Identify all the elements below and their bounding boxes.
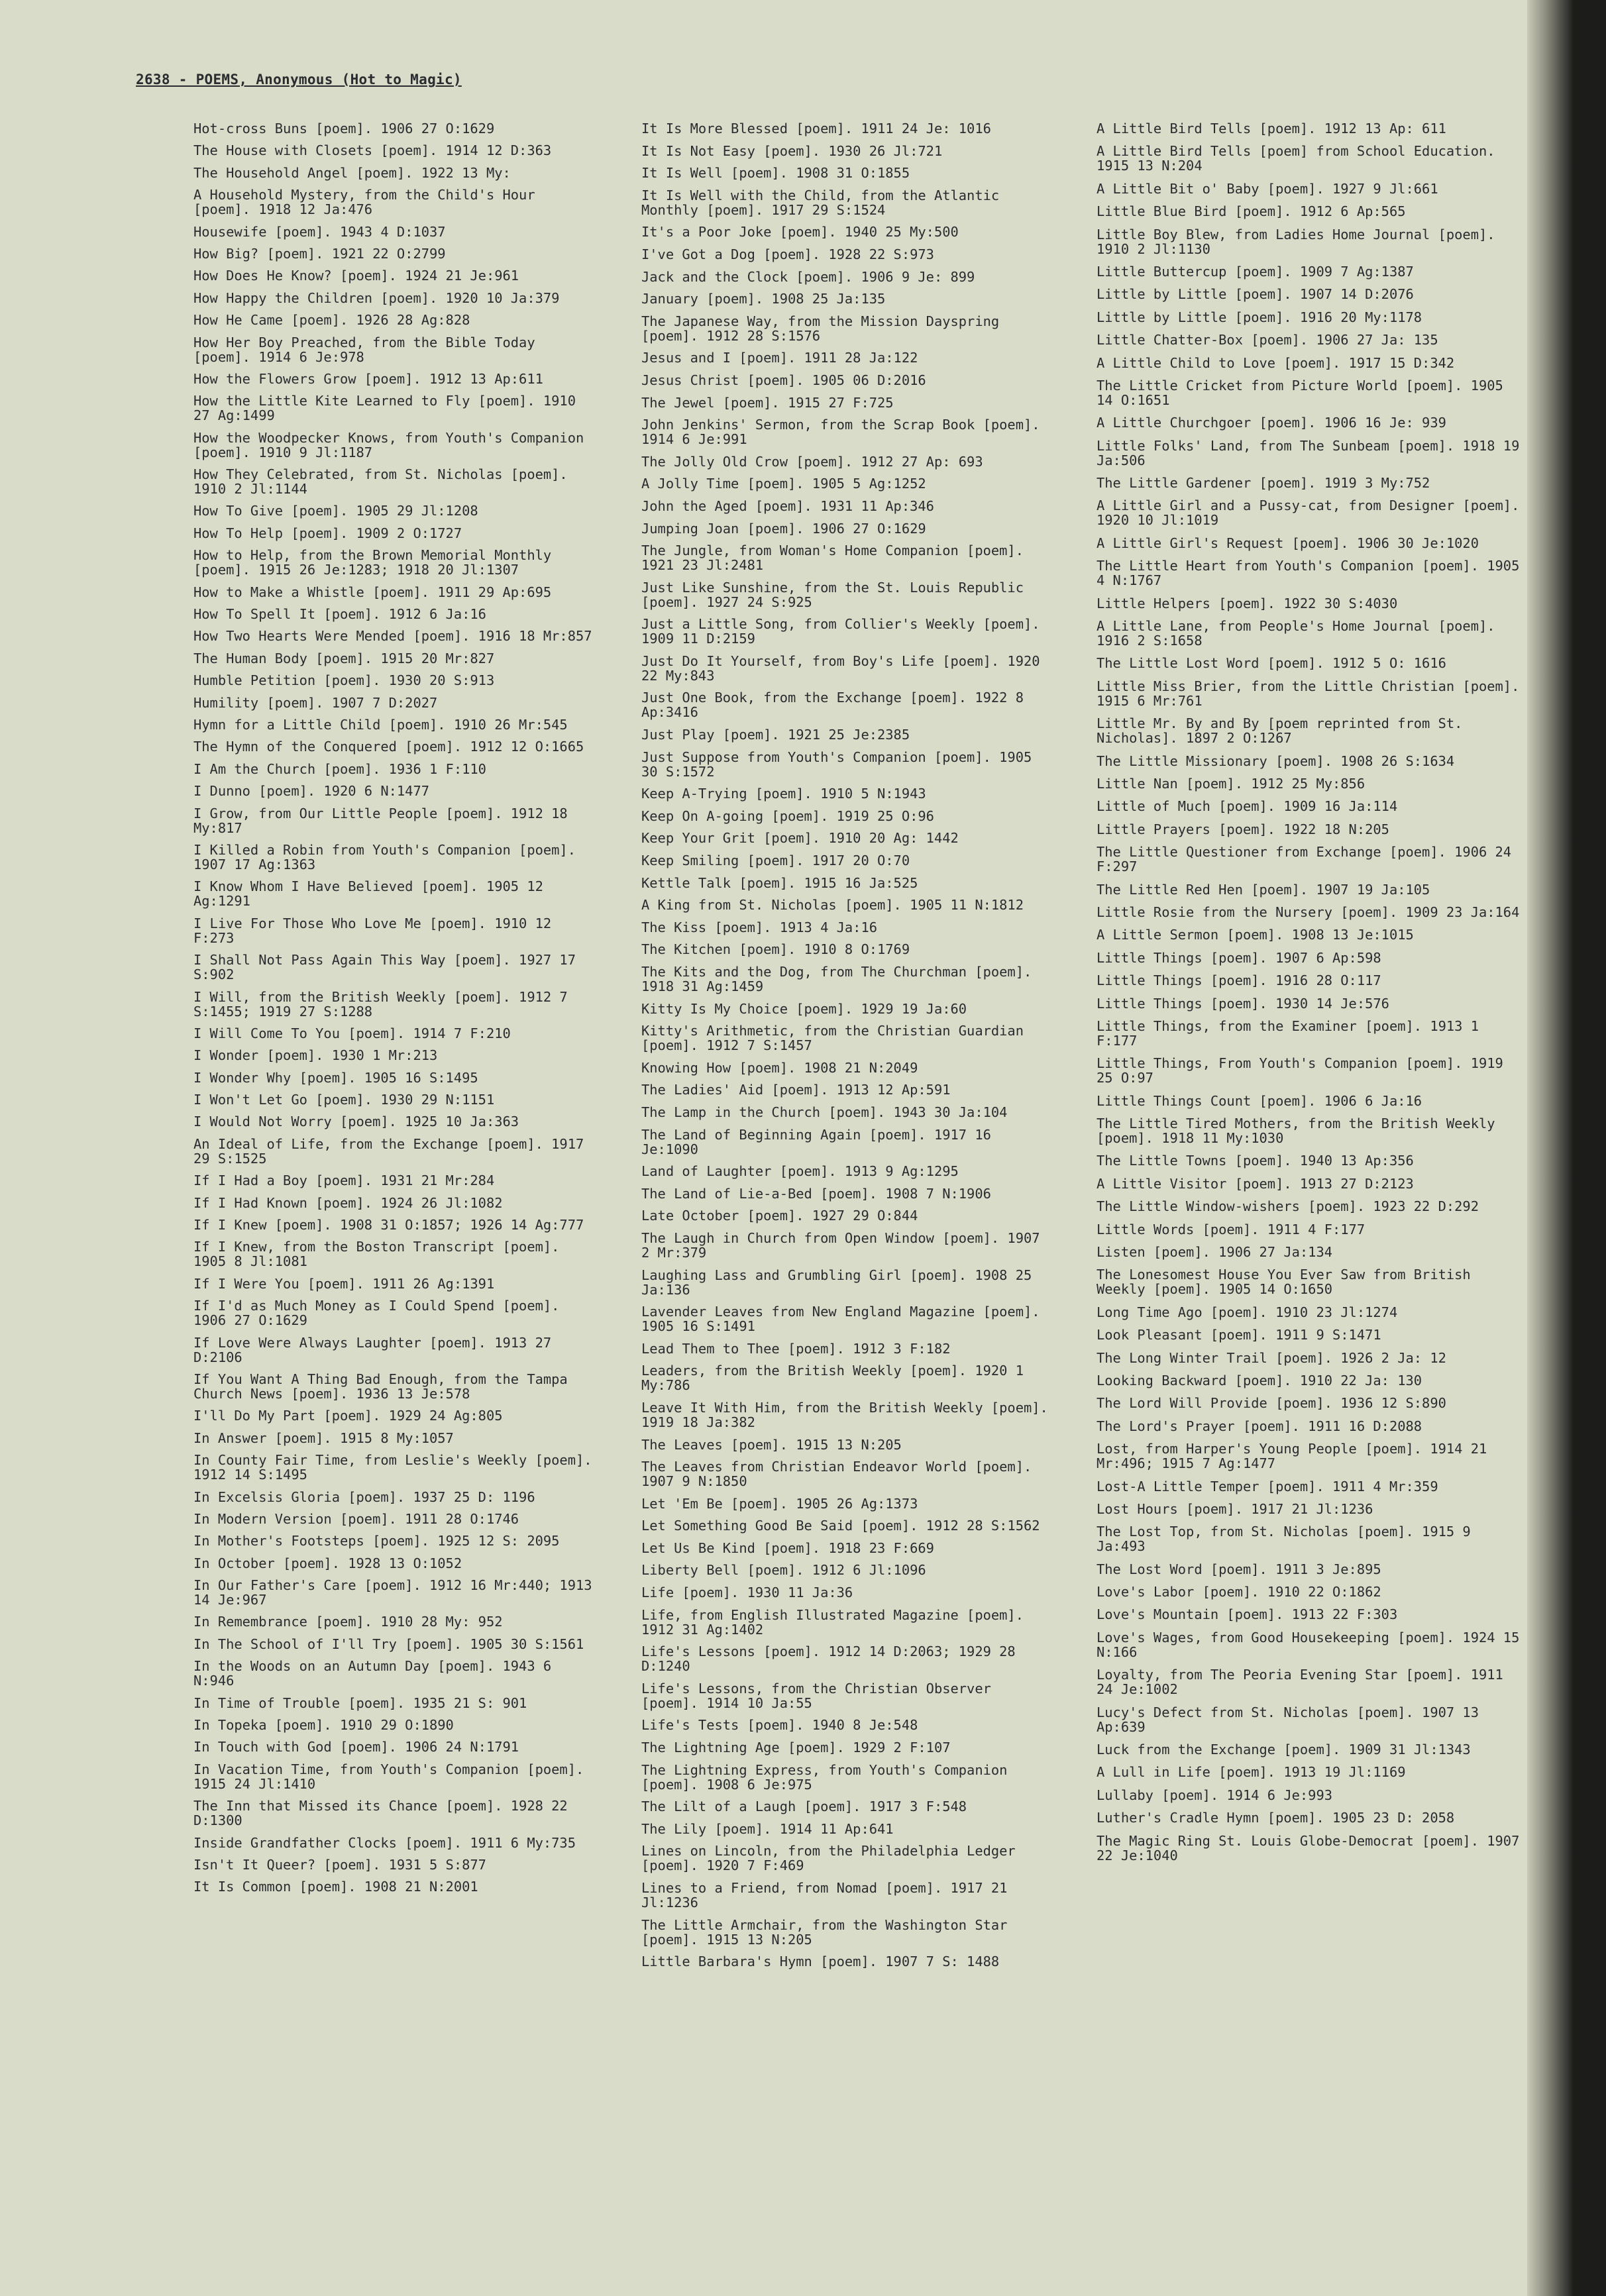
index-entry: Little Things Count [poem]. 1906 6 Ja:16 [1097, 1092, 1422, 1109]
index-entry: Lead Them to Thee [poem]. 1912 3 F:182 [641, 1340, 951, 1357]
index-entry: Lucy's Defect from St. Nicholas [poem]. 1907 13 Ap:639 [1097, 1704, 1479, 1735]
index-entry: Little Boy Blew, from Ladies Home Journal [poem]. 1910 2 Jl:1130 [1097, 226, 1495, 257]
index-entry: Luck from the Exchange [poem]. 1909 31 Jl:1343 [1097, 1742, 1471, 1758]
index-entry: An Ideal of Life, from the Exchange [poem]. 1917 29 S:1525 [193, 1135, 584, 1167]
index-entry: The Little Red Hen [poem]. 1907 19 Ja:105 [1097, 881, 1430, 898]
index-entry: The Hymn of the Conquered [poem]. 1912 12 O:1665 [193, 739, 584, 755]
index-entry: Little Folks' Land, from The Sunbeam [poem]. 1918 19 Ja:506 [1097, 437, 1520, 468]
index-entry: Let 'Em Be [poem]. 1905 26 Ag:1373 [641, 1495, 918, 1512]
index-entry: Little Chatter-Box [poem]. 1906 27 Ja: 135 [1097, 332, 1438, 348]
index-entry: Lines to a Friend, from Nomad [poem]. 1917 21 Jl:1236 [641, 1880, 1008, 1910]
index-entry: In County Fair Time, from Leslie's Weekly [poem]. 1912 14 S:1495 [193, 1452, 592, 1483]
index-entry: Looking Backward [poem]. 1910 22 Ja: 130 [1097, 1372, 1422, 1388]
index-entry: Life's Lessons, from the Christian Observer [poem]. 1914 10 Ja:55 [641, 1680, 991, 1711]
index-entry: Life's Tests [poem]. 1940 8 Je:548 [641, 1717, 918, 1734]
index-entry: In Modern Version [poem]. 1911 28 O:1746 [193, 1510, 519, 1527]
index-entry: How He Came [poem]. 1926 28 Ag:828 [193, 312, 470, 329]
index-entry: It Is Not Easy [poem]. 1930 26 Jl:721 [641, 142, 943, 159]
index-entry: How Does He Know? [poem]. 1924 21 Je:961 [193, 268, 519, 284]
index-entry: Little Barbara's Hymn [poem]. 1907 7 S: 1488 [641, 1954, 1000, 1970]
index-entry: I Grow, from Our Little People [poem]. 1912 18 My:817 [193, 805, 568, 836]
index-entry: The Little Lost Word [poem]. 1912 5 O: 1616 [1097, 655, 1446, 672]
index-entry: Life [poem]. 1930 11 Ja:36 [641, 1585, 853, 1601]
index-entry: Land of Laughter [poem]. 1913 9 Ag:1295 [641, 1163, 959, 1180]
index-entry: Little Things, from the Examiner [poem]. 1913 1 F:177 [1097, 1018, 1479, 1049]
index-entry: Just Like Sunshine, from the St. Louis Republic [poem]. 1927 24 S:925 [641, 579, 1024, 610]
index-entry: Late October [poem]. 1927 29 O:844 [641, 1208, 918, 1224]
index-entry: The Little Tired Mothers, from the British Weekly [poem]. 1918 11 My:1030 [1097, 1116, 1495, 1147]
index-entry: The Magic Ring St. Louis Globe-Democrat [poem]. 1907 22 Je:1040 [1097, 1832, 1520, 1863]
index-entry: The Little Cricket from Picture World [poem]. 1905 14 O:1651 [1097, 377, 1503, 408]
index-column-2 [641, 121, 1052, 1977]
index-entry: The Little Heart from Youth's Companion [poem]. 1905 4 N:1767 [1097, 558, 1520, 589]
index-entry: John the Aged [poem]. 1931 11 Ap:346 [641, 497, 934, 514]
index-entry: Keep Your Grit [poem]. 1910 20 Ag: 1442 [641, 830, 959, 847]
index-entry: The Ladies' Aid [poem]. 1913 12 Ap:591 [641, 1082, 951, 1098]
index-entry: Love's Labor [poem]. 1910 22 O:1862 [1097, 1584, 1381, 1600]
index-entry: How To Spell It [poem]. 1912 6 Ja:16 [193, 606, 486, 623]
index-entry: Just Suppose from Youth's Companion [poem]. 1905 30 S:1572 [641, 749, 1032, 780]
index-entry: Hot-cross Buns [poem]. 1906 27 O:1629 [193, 121, 495, 136]
index-entry: In Mother's Footsteps [poem]. 1925 12 S: 2095 [193, 1533, 560, 1549]
index-entry: Keep A-Trying [poem]. 1910 5 N:1943 [641, 786, 926, 802]
index-entry: Liberty Bell [poem]. 1912 6 Jl:1096 [641, 1562, 926, 1579]
index-entry: Lines on Lincoln, from the Philadelphia Ledger [poem]. 1920 7 F:469 [641, 1843, 1016, 1874]
index-entry: Loyalty, from The Peoria Evening Star [poem]. 1911 24 Je:1002 [1097, 1667, 1503, 1698]
index-entry: Jack and the Clock [poem]. 1906 9 Je: 899 [641, 268, 975, 285]
index-entry: In Time of Trouble [poem]. 1935 21 S: 901 [193, 1695, 527, 1711]
index-entry: Just Play [poem]. 1921 25 Je:2385 [641, 727, 910, 743]
index-entry: The Leaves [poem]. 1915 13 N:205 [641, 1436, 902, 1453]
index-entry: In The School of I'll Try [poem]. 1905 30 S:1561 [193, 1636, 584, 1652]
index-entry: I Will Come To You [poem]. 1914 7 F:210 [193, 1025, 511, 1041]
index-entry: John Jenkins' Sermon, from the Scrap Book [poem]. 1914 6 Je:991 [641, 417, 1040, 448]
index-entry: I'll Do My Part [poem]. 1929 24 Ag:805 [193, 1408, 503, 1424]
index-entry: A Little Churchgoer [poem]. 1906 16 Je: 939 [1097, 415, 1446, 431]
index-entry: A Little Lane, from People's Home Journal [poem]. 1916 2 S:1658 [1097, 618, 1495, 649]
index-entry: In Our Father's Care [poem]. 1912 16 Mr:440; 1913 14 Je:967 [193, 1577, 592, 1608]
index-entry: Humble Petition [poem]. 1930 20 S:913 [193, 672, 495, 689]
index-entry: If I'd as Much Money as I Could Spend [poem]. 1906 27 O:1629 [193, 1298, 560, 1329]
index-entry: In Remembrance [poem]. 1910 28 My: 952 [193, 1614, 503, 1630]
index-entry: Kitty Is My Choice [poem]. 1929 19 Ja:60 [641, 1000, 967, 1017]
index-entry: It Is Common [poem]. 1908 21 N:2001 [193, 1879, 478, 1895]
index-entry: The Lily [poem]. 1914 11 Ap:641 [641, 1820, 894, 1837]
index-entry: January [poem]. 1908 25 Ja:135 [641, 291, 886, 307]
index-entry: The Little Gardener [poem]. 1919 3 My:752 [1097, 475, 1430, 492]
index-entry: Little of Much [poem]. 1909 16 Ja:114 [1097, 798, 1398, 815]
index-entry: In Vacation Time, from Youth's Companion [poem]. 1915 24 Jl:1410 [193, 1761, 584, 1792]
index-entry: The Human Body [poem]. 1915 20 Mr:827 [193, 650, 495, 666]
index-entry: A Little Bit o' Baby [poem]. 1927 9 Jl:661 [1097, 180, 1438, 197]
index-entry: Jesus Christ [poem]. 1905 06 D:2016 [641, 372, 926, 388]
index-entry: In the Woods on an Autumn Day [poem]. 1943 6 N:946 [193, 1658, 552, 1689]
index-entry: I Would Not Worry [poem]. 1925 10 Ja:363 [193, 1114, 519, 1130]
index-entry: Let Us Be Kind [poem]. 1918 23 F:669 [641, 1539, 934, 1556]
index-entry: I Wonder [poem]. 1930 1 Mr:213 [193, 1047, 438, 1064]
index-entry: A King from St. Nicholas [poem]. 1905 11 N:1812 [641, 897, 1024, 913]
index-entry: Knowing How [poem]. 1908 21 N:2049 [641, 1059, 918, 1076]
index-entry: The Land of Lie-a-Bed [poem]. 1908 7 N:1906 [641, 1185, 991, 1202]
index-entry: A Little Visitor [poem]. 1913 27 D:2123 [1097, 1175, 1414, 1192]
index-entry: Love's Mountain [poem]. 1913 22 F:303 [1097, 1606, 1398, 1623]
index-entry: A Household Mystery, from the Child's Hour [poem]. 1918 12 Ja:476 [193, 187, 535, 218]
index-entry: Little Prayers [poem]. 1922 18 N:205 [1097, 821, 1389, 837]
index-entry: A Lull in Life [poem]. 1913 19 Jl:1169 [1097, 1764, 1406, 1781]
index-entry: The Lost Top, from St. Nicholas [poem]. 1915 9 Ja:493 [1097, 1524, 1471, 1555]
index-entry: The Inn that Missed its Chance [poem]. 1928 22 D:1300 [193, 1798, 568, 1829]
book-binding-edge [1527, 0, 1574, 2296]
index-entry: How to Make a Whistle [poem]. 1911 29 Ap:695 [193, 584, 552, 600]
index-entry: Little Things [poem]. 1916 28 O:117 [1097, 972, 1381, 989]
index-entry: In Answer [poem]. 1915 8 My:1057 [193, 1430, 454, 1446]
index-entry: Let Something Good Be Said [poem]. 1912 28 S:1562 [641, 1518, 1040, 1534]
index-entry: Little Rosie from the Nursery [poem]. 1909 23 Ja:164 [1097, 904, 1520, 920]
index-entry: Jumping Joan [poem]. 1906 27 O:1629 [641, 520, 926, 537]
index-entry: The Lightning Express, from Youth's Companion [poem]. 1908 6 Je:975 [641, 1761, 1008, 1793]
index-entry: If You Want A Thing Bad Enough, from the Tampa Church News [poem]. 1936 13 Je:578 [193, 1371, 568, 1402]
index-entry: Lullaby [poem]. 1914 6 Je:993 [1097, 1787, 1333, 1803]
index-entry: Just One Book, from the Exchange [poem]. 1922 8 Ap:3416 [641, 690, 1024, 721]
index-entry: I've Got a Dog [poem]. 1928 22 S:973 [641, 246, 934, 262]
index-entry: A Little Bird Tells [poem]. 1912 13 Ap: 611 [1097, 121, 1446, 136]
index-entry: The Kits and the Dog, from The Churchman [poem]. 1918 31 Ag:1459 [641, 964, 1032, 994]
index-entry: Life, from English Illustrated Magazine [poem]. 1912 31 Ag:1402 [641, 1606, 1024, 1638]
index-entry: If I Knew, from the Boston Transcript [poem]. 1905 8 Jl:1081 [193, 1239, 560, 1270]
index-entry: Kitty's Arithmetic, from the Christian Guardian [poem]. 1912 7 S:1457 [641, 1023, 1024, 1054]
index-column-1 [193, 121, 598, 1902]
index-entry: In Excelsis Gloria [poem]. 1937 25 D: 1196 [193, 1488, 535, 1505]
index-entry: Hymn for a Little Child [poem]. 1910 26 Mr:545 [193, 716, 568, 733]
index-entry: In Topeka [poem]. 1910 29 O:1890 [193, 1717, 454, 1734]
index-entry: A Jolly Time [poem]. 1905 5 Ag:1252 [641, 476, 926, 492]
index-entry: Keep Smiling [poem]. 1917 20 O:70 [641, 853, 910, 869]
index-entry: The Lonesomest House You Ever Saw from British Weekly [poem]. 1905 14 O:1650 [1097, 1267, 1471, 1298]
index-entry: The Laugh in Church from Open Window [poem]. 1907 2 Mr:379 [641, 1229, 1040, 1261]
index-entry: Little Things [poem]. 1907 6 Ap:598 [1097, 949, 1381, 966]
index-entry: I Will, from the British Weekly [poem]. 1912 7 S:1455; 1919 27 S:1288 [193, 988, 568, 1019]
index-entry: The Little Window-wishers [poem]. 1923 22 D:292 [1097, 1198, 1479, 1215]
index-entry: How To Help [poem]. 1909 2 O:1727 [193, 525, 462, 541]
index-entry: Little Mr. By and By [poem reprinted from St. Nicholas]. 1897 2 O:1267 [1097, 715, 1463, 747]
index-entry: Just Do It Yourself, from Boy's Life [poem]. 1920 22 My:843 [641, 652, 1040, 684]
index-entry: If Love Were Always Laughter [poem]. 1913 27 D:2106 [193, 1334, 552, 1365]
index-entry: Little Miss Brier, from the Little Christian [poem]. 1915 6 Mr:761 [1097, 678, 1520, 709]
index-entry: The Jungle, from Woman's Home Companion [poem]. 1921 23 Jl:2481 [641, 543, 1024, 574]
index-entry: How Two Hearts Were Mended [poem]. 1916 18 Mr:857 [193, 628, 592, 645]
index-entry: The Kiss [poem]. 1913 4 Ja:16 [641, 919, 878, 935]
index-entry: I Shall Not Pass Again This Way [poem]. 1927 17 S:902 [193, 952, 576, 983]
index-entry: The Japanese Way, from the Mission Dayspring [poem]. 1912 28 S:1576 [641, 313, 1000, 344]
index-entry: A Little Girl's Request [poem]. 1906 30 Je:1020 [1097, 535, 1479, 551]
index-entry: It Is More Blessed [poem]. 1911 24 Je: 1016 [641, 121, 991, 136]
index-entry: Little Things [poem]. 1930 14 Je:576 [1097, 995, 1389, 1012]
index-entry: Isn't It Queer? [poem]. 1931 5 S:877 [193, 1857, 486, 1873]
index-entry: The Long Winter Trail [poem]. 1926 2 Ja: 12 [1097, 1349, 1446, 1366]
index-entry: Look Pleasant [poem]. 1911 9 S:1471 [1097, 1327, 1381, 1343]
index-entry: I Am the Church [poem]. 1936 1 F:110 [193, 760, 486, 777]
index-entry: I Wonder Why [poem]. 1905 16 S:1495 [193, 1069, 478, 1086]
index-entry: How To Give [poem]. 1905 29 Jl:1208 [193, 503, 478, 519]
index-entry: Little Words [poem]. 1911 4 F:177 [1097, 1221, 1365, 1237]
index-entry: The Lamp in the Church [poem]. 1943 30 Ja:104 [641, 1104, 1008, 1120]
index-entry: It Is Well with the Child, from the Atlantic Monthly [poem]. 1917 29 S:1524 [641, 187, 1000, 218]
index-entry: If I Were You [poem]. 1911 26 Ag:1391 [193, 1275, 495, 1292]
index-entry: A Little Girl and a Pussy-cat, from Designer [poem]. 1920 10 Jl:1019 [1097, 497, 1520, 529]
index-entry: It Is Well [poem]. 1908 31 O:1855 [641, 165, 910, 182]
index-entry: Love's Wages, from Good Housekeeping [poem]. 1924 15 N:166 [1097, 1629, 1520, 1660]
index-entry: Humility [poem]. 1907 7 D:2027 [193, 694, 438, 711]
index-entry: The Household Angel [poem]. 1922 13 My: [193, 164, 511, 181]
index-entry: It's a Poor Joke [poem]. 1940 25 My:500 [641, 224, 959, 240]
index-entry: The Land of Beginning Again [poem]. 1917 16 Je:1090 [641, 1126, 991, 1157]
index-entry: How to Help, from the Brown Memorial Monthly [poem]. 1915 26 Je:1283; 1918 20 Jl:1307 [193, 547, 552, 578]
index-entry: How the Woodpecker Knows, from Youth's Companion [poem]. 1910 9 Jl:1187 [193, 429, 584, 460]
index-entry: I Live For Those Who Love Me [poem]. 1910 12 F:273 [193, 915, 552, 946]
index-entry: Jesus and I [poem]. 1911 28 Ja:122 [641, 350, 918, 366]
index-entry: Little Buttercup [poem]. 1909 7 Ag:1387 [1097, 263, 1414, 280]
index-entry: Inside Grandfather Clocks [poem]. 1911 6 My:735 [193, 1834, 576, 1851]
index-entry: How Big? [poem]. 1921 22 O:2799 [193, 245, 446, 262]
index-entry: A Little Bird Tells [poem] from School Education. 1915 13 N:204 [1097, 143, 1495, 174]
index-entry: The Leaves from Christian Endeavor World [poem]. 1907 9 N:1850 [641, 1459, 1032, 1490]
index-entry: How They Celebrated, from St. Nicholas [poem]. 1910 2 Jl:1144 [193, 466, 568, 497]
page-header: 2638 - POEMS, Anonymous (Hot to Magic) [136, 72, 462, 87]
index-entry: The Lord's Prayer [poem]. 1911 16 D:2088 [1097, 1418, 1422, 1434]
index-entry: A Little Child to Love [poem]. 1917 15 D:342 [1097, 354, 1455, 371]
index-column-3 [1097, 121, 1521, 1871]
index-entry: Keep On A-going [poem]. 1919 25 O:96 [641, 808, 934, 824]
index-entry: The Lilt of a Laugh [poem]. 1917 3 F:548 [641, 1799, 967, 1815]
index-entry: A Little Sermon [poem]. 1908 13 Je:1015 [1097, 927, 1414, 943]
index-entry: How the Little Kite Learned to Fly [poem]. 1910 27 Ag:1499 [193, 393, 576, 424]
index-entry: The Lightning Age [poem]. 1929 2 F:107 [641, 1740, 951, 1756]
index-entry: Little by Little [poem]. 1907 14 D:2076 [1097, 286, 1414, 303]
index-entry: In October [poem]. 1928 13 O:1052 [193, 1555, 462, 1571]
index-entry: I Killed a Robin from Youth's Companion [poem]. 1907 17 Ag:1363 [193, 841, 576, 872]
index-entry: Laughing Lass and Grumbling Girl [poem]. 1908 25 Ja:136 [641, 1267, 1032, 1298]
index-entry: If I Knew [poem]. 1908 31 O:1857; 1926 14 Ag:777 [193, 1217, 584, 1233]
index-entry: The Jewel [poem]. 1915 27 F:725 [641, 394, 894, 411]
index-entry: The Little Questioner from Exchange [poem]. 1906 24 F:297 [1097, 844, 1512, 875]
index-entry: Housewife [poem]. 1943 4 D:1037 [193, 223, 446, 240]
index-entry: The Lost Word [poem]. 1911 3 Je:895 [1097, 1561, 1381, 1577]
index-entry: The House with Closets [poem]. 1914 12 D:363 [193, 142, 552, 159]
index-entry: Kettle Talk [poem]. 1915 16 Ja:525 [641, 874, 918, 891]
index-entry: How the Flowers Grow [poem]. 1912 13 Ap:611 [193, 370, 543, 387]
index-entry: The Little Towns [poem]. 1940 13 Ap:356 [1097, 1153, 1414, 1169]
index-entry: Leaders, from the British Weekly [poem]. 1920 1 My:786 [641, 1363, 1024, 1394]
index-entry: Lost-A Little Temper [poem]. 1911 4 Mr:359 [1097, 1478, 1438, 1494]
index-entry: Little Things, From Youth's Companion [poem]. 1919 25 O:97 [1097, 1055, 1503, 1086]
index-entry: Just a Little Song, from Collier's Weekly [poem]. 1909 11 D:2159 [641, 616, 1040, 647]
index-entry: Long Time Ago [poem]. 1910 23 Jl:1274 [1097, 1304, 1398, 1320]
index-entry: Little Nan [poem]. 1912 25 My:856 [1097, 775, 1365, 792]
index-entry: Luther's Cradle Hymn [poem]. 1905 23 D: 2058 [1097, 1810, 1455, 1826]
index-entry: If I Had a Boy [poem]. 1931 21 Mr:284 [193, 1173, 495, 1189]
index-entry: I Won't Let Go [poem]. 1930 29 N:1151 [193, 1092, 495, 1108]
index-entry: I Know Whom I Have Believed [poem]. 1905 12 Ag:1291 [193, 878, 543, 910]
index-entry: I Dunno [poem]. 1920 6 N:1477 [193, 783, 430, 800]
index-entry: If I Had Known [poem]. 1924 26 Jl:1082 [193, 1194, 503, 1211]
index-entry: Little Blue Bird [poem]. 1912 6 Ap:565 [1097, 203, 1406, 220]
index-entry: Little by Little [poem]. 1916 20 My:1178 [1097, 309, 1422, 325]
index-entry: Leave It With Him, from the British Weekly [poem]. 1919 18 Ja:382 [641, 1399, 1048, 1430]
index-entry: How Happy the Children [poem]. 1920 10 Ja:379 [193, 289, 560, 306]
index-entry: The Jolly Old Crow [poem]. 1912 27 Ap: 693 [641, 453, 983, 470]
index-entry: Listen [poem]. 1906 27 Ja:134 [1097, 1244, 1333, 1261]
index-entry: Life's Lessons [poem]. 1912 14 D:2063; 1929 28 D:1240 [641, 1644, 1016, 1675]
index-entry: The Kitchen [poem]. 1910 8 O:1769 [641, 941, 910, 958]
index-entry: Lost, from Harper's Young People [poem]. 1914 21 Mr:496; 1915 7 Ag:1477 [1097, 1441, 1487, 1472]
index-entry: The Little Armchair, from the Washington Star [poem]. 1915 13 N:205 [641, 1916, 1008, 1948]
index-entry: Lavender Leaves from New England Magazine [poem]. 1905 16 S:1491 [641, 1304, 1040, 1335]
index-entry: Lost Hours [poem]. 1917 21 Jl:1236 [1097, 1500, 1373, 1517]
index-entry: Little Helpers [poem]. 1922 30 S:4030 [1097, 595, 1398, 611]
index-entry: The Little Missionary [poem]. 1908 26 S:1634 [1097, 753, 1455, 769]
index-entry: The Lord Will Provide [poem]. 1936 12 S:890 [1097, 1395, 1446, 1412]
index-entry: How Her Boy Preached, from the Bible Today [poem]. 1914 6 Je:978 [193, 334, 535, 365]
index-entry: In Touch with God [poem]. 1906 24 N:1791 [193, 1739, 519, 1755]
